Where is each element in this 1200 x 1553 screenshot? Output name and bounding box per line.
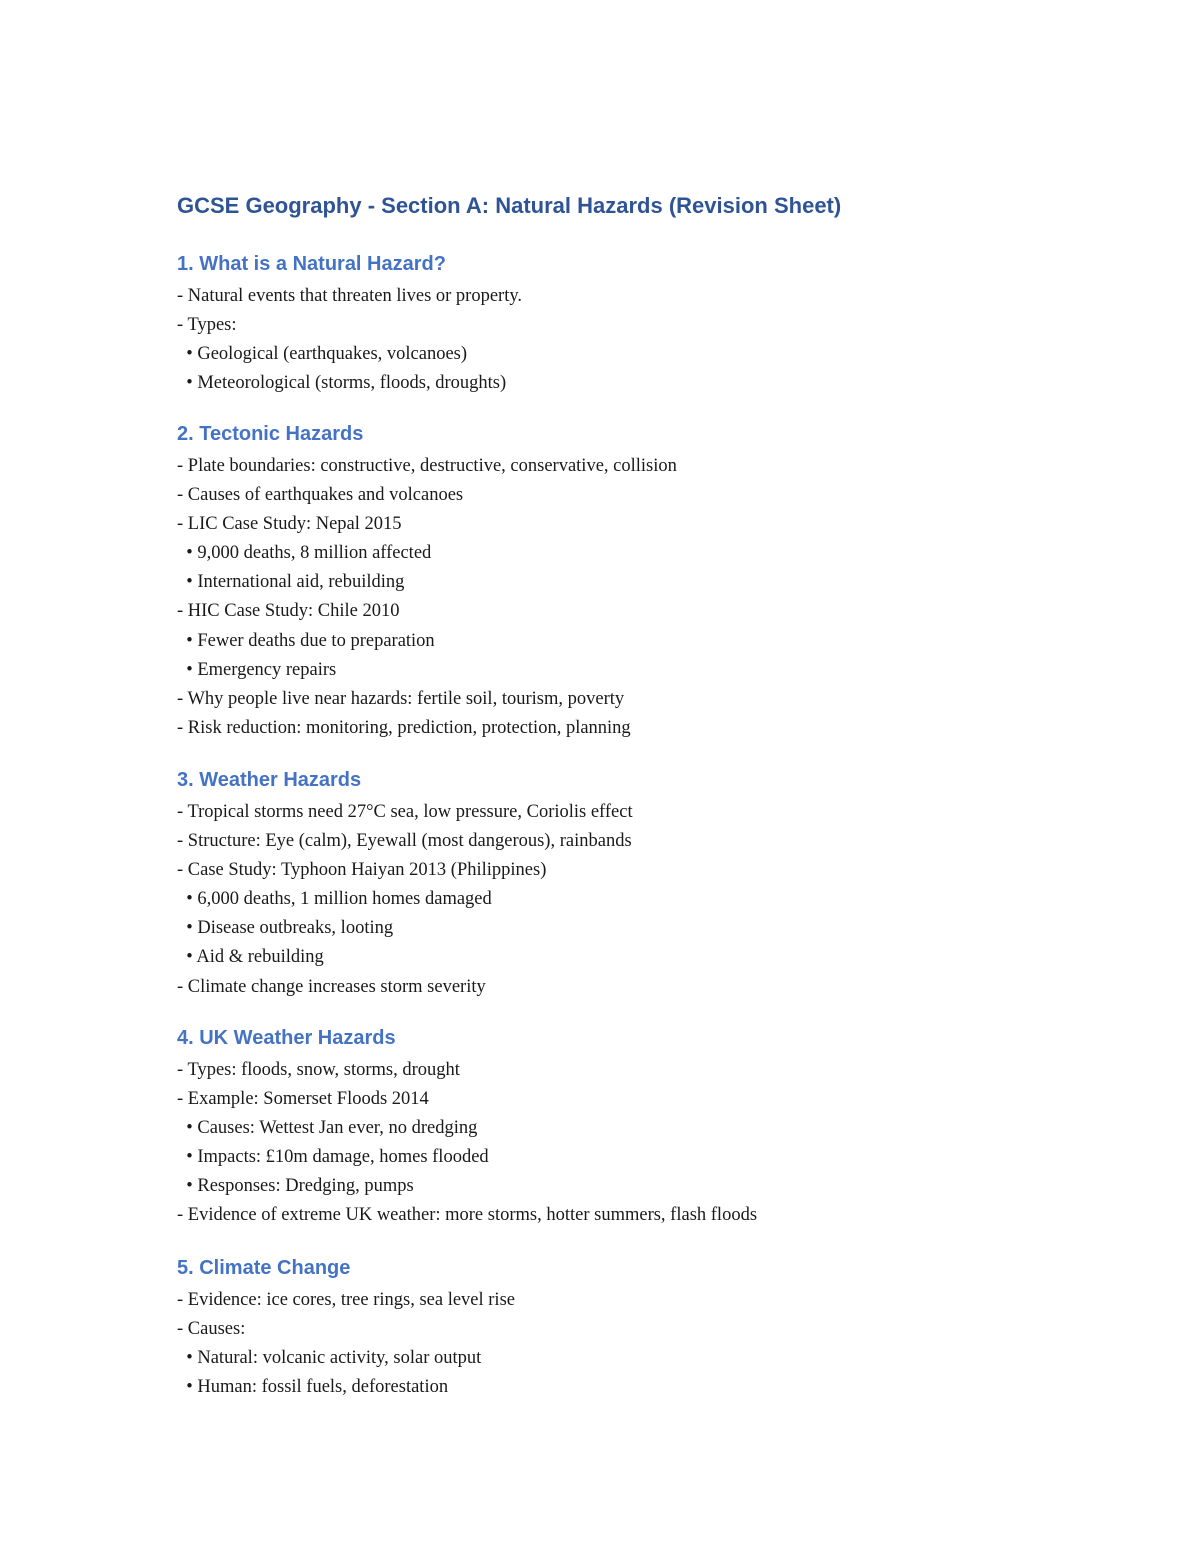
section-heading: 1. What is a Natural Hazard?: [177, 253, 446, 275]
text-line: - Why people live near hazards: fertile soil, tourism, poverty: [177, 688, 625, 709]
section-tectonic-hazards: [177, 418, 677, 743]
text-line: - Natural events that threaten lives or property.: [177, 286, 523, 306]
text-line: • Emergency repairs: [177, 659, 337, 680]
section-heading: 5. Climate Change: [177, 1257, 351, 1279]
text-line: • Natural: volcanic activity, solar output: [177, 1348, 482, 1369]
text-line: • Geological (earthquakes, volcanoes): [177, 344, 468, 365]
section-weather-hazards: [177, 764, 633, 1002]
text-line: - HIC Case Study: Chile 2010: [177, 601, 400, 622]
text-line: - Types: floods, snow, storms, drought: [177, 1060, 460, 1080]
section-lines: [177, 798, 633, 1002]
section-lines: [177, 452, 677, 743]
text-line: • Human: fossil fuels, deforestation: [177, 1377, 449, 1398]
text-line: - Example: Somerset Floods 2014: [177, 1089, 429, 1110]
text-line: - Causes:: [177, 1319, 246, 1340]
section-heading: 3. Weather Hazards: [177, 769, 362, 791]
text-line: • Fewer deaths due to preparation: [177, 630, 435, 651]
section-lines: [177, 282, 522, 398]
text-line: • Meteorological (storms, floods, droughts): [177, 373, 507, 394]
text-line: - Case Study: Typhoon Haiyan 2013 (Philippines): [177, 860, 547, 881]
section-lines: [177, 1286, 515, 1402]
text-line: - Causes of earthquakes and volcanoes: [177, 485, 464, 506]
text-line: - Risk reduction: monitoring, prediction, protection, planning: [177, 717, 631, 738]
text-line: - Plate boundaries: constructive, destructive, conservative, collision: [177, 456, 677, 476]
text-line: • International aid, rebuilding: [177, 572, 405, 593]
text-line: • Impacts: £10m damage, homes flooded: [177, 1147, 489, 1168]
section-lines: [177, 1056, 757, 1231]
text-line: • Responses: Dredging, pumps: [177, 1176, 414, 1197]
text-line: - Tropical storms need 27°C sea, low pressure, Coriolis effect: [177, 802, 633, 822]
text-line: - Structure: Eye (calm), Eyewall (most dangerous), rainbands: [177, 831, 632, 852]
text-line: • 6,000 deaths, 1 million homes damaged: [177, 889, 492, 910]
text-line: - Climate change increases storm severity: [177, 976, 486, 997]
section-what-is-a-natural-hazard: [177, 248, 522, 398]
text-line: - LIC Case Study: Nepal 2015: [177, 514, 402, 535]
section-climate-change: [177, 1252, 515, 1402]
text-line: - Evidence of extreme UK weather: more storms, hotter summers, flash floods: [177, 1205, 758, 1226]
section-heading: 4. UK Weather Hazards: [177, 1027, 396, 1049]
text-line: • Causes: Wettest Jan ever, no dredging: [177, 1118, 478, 1139]
text-line: - Evidence: ice cores, tree rings, sea level rise: [177, 1290, 515, 1310]
section-uk-weather-hazards: [177, 1022, 757, 1231]
text-line: • Aid & rebuilding: [177, 947, 324, 968]
text-line: • Disease outbreaks, looting: [177, 918, 394, 939]
text-line: • 9,000 deaths, 8 million affected: [177, 543, 432, 564]
text-line: - Types:: [177, 315, 237, 336]
document-title: GCSE Geography - Section A: Natural Hazards (Revision Sheet): [177, 193, 842, 218]
section-heading: 2. Tectonic Hazards: [177, 423, 364, 445]
